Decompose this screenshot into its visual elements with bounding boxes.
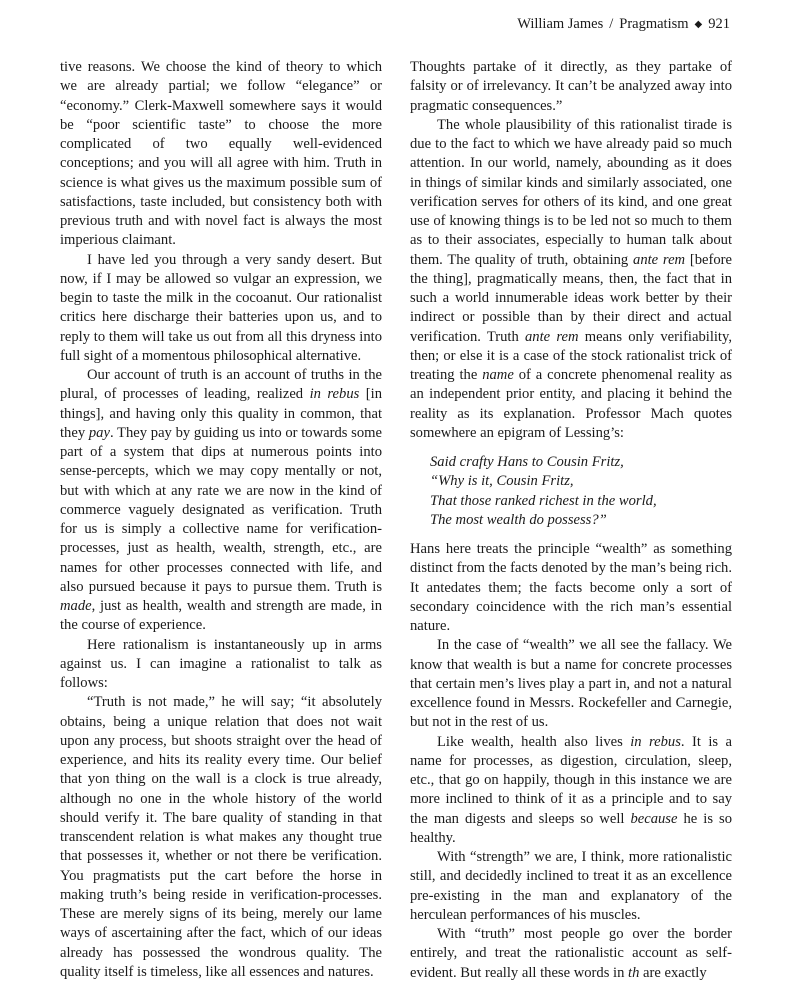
italic-run: ante rem <box>633 251 686 268</box>
text-run: . It is a name for processes, as digestion, circulation, sleep, etc., that go on happily, though in this instance we are more inclined to think of it as a principle and to say the man digests and sleeps so well <box>410 733 732 827</box>
right-paragraph-5 <box>410 733 732 849</box>
poem-line: Said crafty Hans to Cousin Fritz, <box>430 454 624 470</box>
text-run: are exactly <box>639 964 707 981</box>
text-run: The whole plausibility of this rationalist tirade is due to the fact to which we have already paid so much attention. In our world, namely, abounding as it does in things of similar kinds and similarly associated, one verification serves for others of its kind, and one great use of knowing things is to be led not so much to them as to their associates, especially to human talk about them. The quality of truth, obtaining <box>410 116 732 268</box>
text-run: of a concrete phenomenal reality as an independent prior entity, and placing it behind the reality as its explanation. Professor Mach quotes somewhere an epigram of Lessing’s: <box>410 367 733 441</box>
italic-run: name <box>482 367 514 383</box>
header-author: William James <box>517 16 604 32</box>
right-column <box>410 58 732 983</box>
header-separator: / <box>609 16 614 32</box>
text-run: he is so healthy. <box>410 810 732 846</box>
left-paragraph-4: Here rationalism is instantaneously up in arms against us. I can imagine a rationalist to talk as follows: <box>60 636 382 691</box>
left-paragraph-3 <box>60 366 382 636</box>
italic-run: because <box>630 810 678 827</box>
right-paragraph-6: With “strength” we are, I think, more rationalistic still, and decidedly inclined to treat it as an excellence pre-existing in the man and explanatory of the herculean performances of his muscles. <box>410 849 732 923</box>
text-run: [in things], and having only this quality in common, that they <box>60 386 382 441</box>
text-run: means only verifiability, then; or else it is a case of the stock rationalist trick of treating the <box>410 328 732 383</box>
text-run: , just as health, wealth and strength are made, in the course of experience. <box>60 598 382 634</box>
running-header <box>60 14 730 36</box>
page-number: 921 <box>708 16 730 32</box>
diamond-ornament-icon: ◆ <box>694 19 703 30</box>
poem-line: The most wealth do possess?” <box>430 511 607 528</box>
left-paragraph-5: “Truth is not made,” he will say; “it absolutely obtains, being a unique relation that does not wait upon any process, but shoots straight over the head of experience, and hits its reality every time. Our belief that yon thing on the wall is a clock is true already, although no one in the whole history of the world should verify it. The bare quality of standing in that transcendent relation is what makes any thought true that possesses it, whether or not there be verification. You pragmatists put the cart before the horse in making truth’s being reside in verification-processes. These are merely signs of its being, merely our lame ways of ascertaining after the fact, which of our ideas already has possessed the wondrous quality. The quality itself is timeless, like all essences and natures. <box>60 694 382 980</box>
right-paragraph-7 <box>410 925 732 983</box>
left-column <box>60 58 382 982</box>
poem-line: That those ranked richest in the world, <box>430 492 657 509</box>
poem-line: “Why is it, Cousin Fritz, <box>430 473 574 490</box>
italic-run: in rebus <box>630 733 681 750</box>
text-run: Like wealth, health also lives <box>437 733 631 750</box>
right-paragraph-4: In the case of “wealth” we all see the fallacy. We know that wealth is but a name for concrete processes that certain men’s lives play a part in, and not a natural excellence found in Messrs. Rockefeller and Carnegie, but not in the rest of us. <box>410 637 732 731</box>
text-run: . They pay by guiding us into or towards some part of a system that dips at numerous points into sense-percepts, which we may copy mentally or not, but with which at any rate we are now in the kind of commerce vaguely designated as verification. Truth for us is simply a collective name for verification-processes, just as health, wealth, strength, etc., are names for other processes connected with life, and also pursued because it pays to pursue them. Truth is <box>60 424 382 595</box>
epigram-poem <box>430 453 732 530</box>
right-paragraph-3: Hans here treats the principle “wealth” as something distinct from the facts denoted by the man’s being rich. It antedates them; the facts become only a sort of secondary coincidence with the rich man’s essential nature. <box>410 541 732 634</box>
italic-run: th <box>628 964 640 981</box>
italic-run: in rebus <box>309 386 360 403</box>
italic-run: ante rem <box>525 328 579 345</box>
left-paragraph-2: I have led you through a very sandy desert. But now, if I may be allowed so vulgar an expression, we begin to taste the milk in the cocoanut. Our rationalist critics here discharge their batteries upon us, and to reply to them will take us out from all this dryness into full sight of a momentous philosophical alternative. <box>60 251 382 364</box>
italic-run: pay <box>88 424 110 441</box>
italic-run: made <box>60 598 92 614</box>
text-run: [before the thing], pragmatically means, then, the fact that in such a world innumerable ideas work better by their indirect or possible than by their direct and actual verification. Truth <box>410 251 733 345</box>
text-run: Our account of truth is an account of truths in the plural, of processes of leading, realized <box>60 367 382 403</box>
header-work-title: Pragmatism <box>619 16 689 32</box>
left-paragraph-1: tive reasons. We choose the kind of theory to which we are already partial; we follow “elegance” or “economy.” Clerk-Maxwell somewhere says it would be “poor scientific taste” to choose the more complicated of two equally well-evidenced conceptions; and you will all agree with him. Truth in science is what gives us the maximum possible sum of satisfactions, taste included, but consistency both with previous truth and with novel fact is always the most imperious claimant. <box>60 59 382 249</box>
text-run: With “truth” most people go over the border entirely, and treat the rationalistic account as self-evident. But really all these words in <box>410 926 732 981</box>
right-paragraph-1: Thoughts partake of it directly, as they partake of falsity or of irrelevancy. It can’t be analyzed away into pragmatic consequences.” <box>410 59 732 114</box>
right-paragraph-2 <box>410 116 732 443</box>
